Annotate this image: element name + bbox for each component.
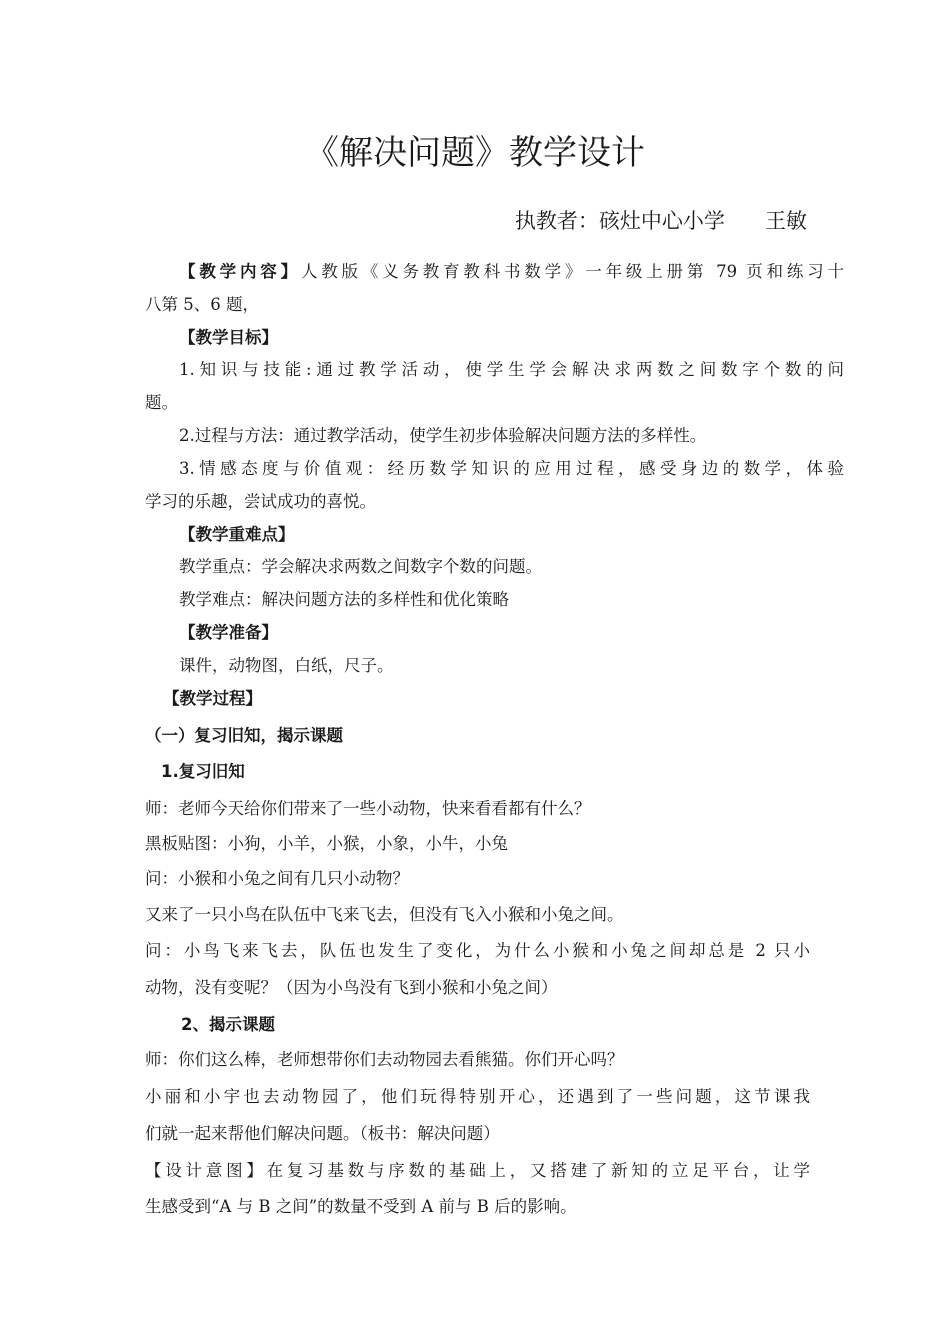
- design-intent-label: 【设计意图】: [145, 1161, 267, 1180]
- design-intent-line1: [145, 1154, 810, 1187]
- goals-heading: 【教学目标】: [179, 328, 278, 347]
- process-heading: 【教学过程】: [163, 689, 262, 708]
- goal-1-line1: 1.知识与技能:通过教学活动，使学生学会解决求两数之间数字个数的问: [179, 360, 844, 379]
- paragraph-blackboard: 黑板贴图：小狗，小羊，小猴，小象，小牛，小兔: [145, 834, 508, 853]
- design-intent-text-line1: 在复习基数与序数的基础上，又搭建了新知的立足平台，让学: [266, 1161, 810, 1180]
- prep-text: 课件，动物图，白纸，尺子。: [179, 656, 394, 675]
- paragraph-zoo-line1: 小丽和小宇也去动物园了，他们玩得特别开心，还遇到了一些问题，这节课我: [145, 1087, 810, 1106]
- subsection-2-heading: 2、揭示课题: [181, 1015, 275, 1034]
- paragraph-teacher-intro: 师：老师今天给你们带来了一些小动物，快来看看都有什么？: [145, 799, 591, 818]
- author-line: 执教者：硋灶中心小学 王敏: [514, 209, 807, 233]
- paragraph-question-2-line2: 动物，没有变呢？（因为小鸟没有飞到小猴和小兔之间）: [145, 978, 558, 997]
- goal-3-line1: 3.情感态度与价值观：经历数学知识的应用过程，感受身边的数学，体验: [179, 459, 844, 478]
- paragraph-question-1: 问：小猴和小兔之间有几只小动物？: [145, 869, 409, 888]
- paragraph-question-2-line1: 问：小鸟飞来飞去，队伍也发生了变化，为什么小猴和小兔之间却总是 2 只小: [145, 941, 810, 960]
- paragraph-teacher-panda: 师：你们这么棒，老师想带你们去动物园去看熊猫。你们开心吗？: [145, 1050, 624, 1069]
- key-points-heading: 【教学重难点】: [179, 525, 295, 544]
- goal-3-line2: 学习的乐趣，尝试成功的喜悦。: [145, 492, 376, 511]
- content-text-line1: 人教版《义务教育教科书数学》一年级上册第 79 页和练习十: [300, 262, 844, 281]
- content-paragraph-line1: [145, 255, 844, 288]
- content-label: 【教学内容】: [179, 262, 301, 281]
- content-text-line2: 八第 5、6 题，: [145, 295, 259, 314]
- design-intent-line2: 生感受到“A 与 B 之间”的数量不受到 A 前与 B 后的影响。: [145, 1197, 577, 1216]
- goal-1-line2: 题。: [145, 393, 178, 412]
- paragraph-bird: 又来了一只小鸟在队伍中飞来飞去，但没有飞入小猴和小兔之间。: [145, 905, 624, 924]
- document-title: 《解决问题》教学设计: [305, 133, 645, 173]
- key-point-focus: 教学重点：学会解决求两数之间数字个数的问题。: [179, 557, 542, 576]
- section-1-heading: （一）复习旧知，揭示课题: [145, 726, 343, 745]
- key-point-difficulty: 教学难点：解决问题方法的多样性和优化策略: [179, 590, 509, 609]
- subsection-1-heading: 1.复习旧知: [161, 762, 245, 781]
- goal-2: 2.过程与方法：通过教学活动，使学生初步体验解决问题方法的多样性。: [179, 426, 707, 445]
- paragraph-zoo-line2: 们就一起来帮他们解决问题。（板书：解决问题）: [145, 1124, 500, 1143]
- prep-heading: 【教学准备】: [179, 623, 278, 642]
